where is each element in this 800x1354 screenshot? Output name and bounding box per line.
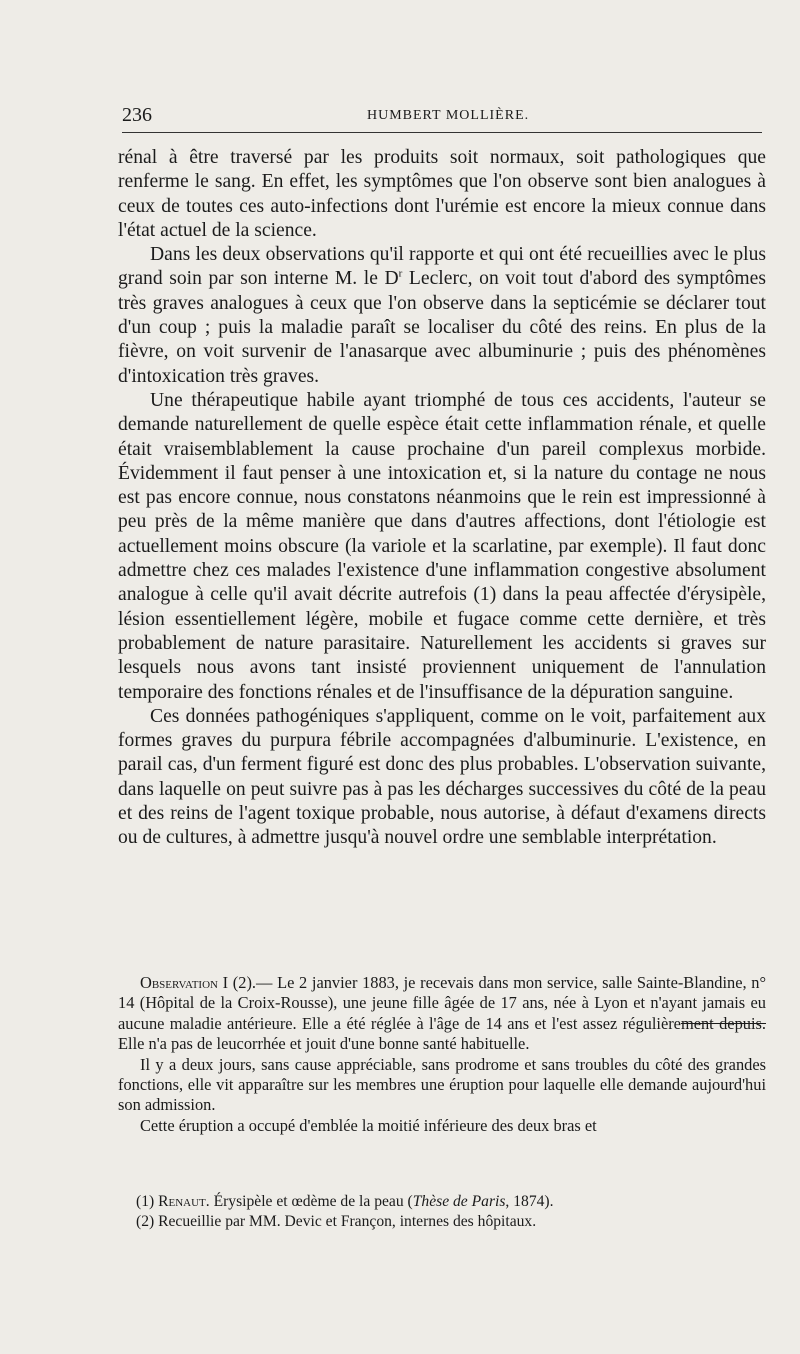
observation-paragraph-2: Il y a deux jours, sans cause appréciable, sans prodrome et sans troubles du côté des grandes fonctions, elle vit apparaître sur les membres une éruption pour laquelle elle demande aujourd'hui son admission.: [118, 1054, 766, 1115]
observation-paragraph-1: [118, 973, 766, 1055]
footnote-1-end: , 1874).: [505, 1193, 554, 1210]
header-rule: [122, 132, 762, 133]
paragraph-2-end: Leclerc, on voit tout d'abord des symptômes très graves analogues à ceux que l'on observe dans la septicémie se déclarer tout d'un coup ; puis la maladie paraît se localiser du côté des reins. En plus de la fièvre, on voit survenir de l'anasarque avec albuminurie ; puis des phénomènes d'intoxication très graves.: [118, 268, 766, 387]
observation-paragraph-3: Cette éruption a occupé d'emblée la moitié inférieure des deux bras et: [140, 1115, 597, 1135]
page-number: 236: [122, 104, 152, 126]
paragraph-2: [118, 243, 766, 389]
footnote-1-author: Renaut: [158, 1193, 206, 1210]
struck-text: ment depuis.: [680, 1013, 766, 1033]
footnotes: [136, 1192, 756, 1232]
footnote-1-title: Thèse de Paris: [412, 1193, 506, 1210]
paragraph-2-start: Dans les deux observations qu'il rapporte et qui ont été recueillies avec le plus grand soin par son interne M. le D: [118, 244, 766, 290]
footnote-1: [136, 1192, 756, 1212]
superscript: r: [398, 267, 403, 280]
footnote-2: (2) Recueillie par MM. Devic et Françon, internes des hôpitaux.: [136, 1213, 537, 1230]
observation-block: [118, 973, 766, 1136]
observation-number: I (2).—: [218, 973, 278, 992]
main-text: [118, 146, 766, 851]
running-head: HUMBERT MOLLIÈRE.: [367, 108, 530, 123]
paragraph-4: Ces données pathogéniques s'appliquent, comme on le voit, parfaitement aux formes graves du purpura fébrile accompagnées d'albuminurie. L'existence, en parail cas, d'un ferment figuré est donc des plus probables. L'observation suivante, dans laquelle on peut suivre pas à pas les décharges successives du côté de la peau et des reins de l'agent toxique probable, nous autorise, à défaut d'examens directs ou de cultures, à admettre jusqu'à nouvel ordre une semblable interprétation.: [118, 705, 766, 849]
paragraph-3: Une thérapeutique habile ayant triomphé de tous ces accidents, l'auteur se demande naturellement de quelle espèce était cette inflammation rénale, et quelle était vraisemblablement la cause prochaine d'un pareil complexus morbide. Évidemment il faut penser à une intoxication et, si la nature du contage ne nous est pas encore connue, nous constatons néanmoins que le rein est impressionné à peu près de la même manière que dans d'autres affections, dont l'étiologie est actuellement moins obscure (la variole et la scarlatine, par exemple). Il faut donc admettre chez ces malades l'existence d'une inflammation congestive absolument analogue à celle qu'il avait décrite autrefois (1) dans la peau affectée d'érysipèle, lésion essentiellement légère, mobile et fugace comme cette dernière, et très probablement de nature parasitaire. Naturellement les accidents si graves sur lesquels nous avons tant insisté proviennent uniquement de l'annulation temporaire des fonctions rénales et de l'insuffisance de la dépuration sanguine.: [118, 389, 766, 703]
footnote-1-mark: (1): [136, 1193, 159, 1210]
paragraph-1: rénal à être traversé par les produits soit normaux, soit pathologiques que renferme le sang. En effet, les symptômes que l'on observe sont bien analogues à ceux de toutes ces auto-infections dont l'urémie est encore la mieux connue dans l'état actuel de la science.: [118, 147, 766, 241]
footnote-1-text: . Érysipèle et œdème de la peau (: [205, 1193, 413, 1210]
observation-text-1: Le 2 janvier 1883, je recevais dans mon service, salle Sainte-Blandine, n° 14 (Hôpital de la Croix-Rousse), une jeune fille âgée de 17 ans, née à Lyon et n'ayant jamais eu aucune maladie antérieure. Elle a été réglée à l'âge de 14 ans et l'est assez régulière: [118, 973, 766, 1033]
observation-label: Observation: [140, 973, 218, 992]
page-header: [122, 96, 762, 136]
observation-text-2: Elle n'a pas de leucorrhée et jouit d'une bonne santé habituelle.: [118, 1034, 530, 1054]
